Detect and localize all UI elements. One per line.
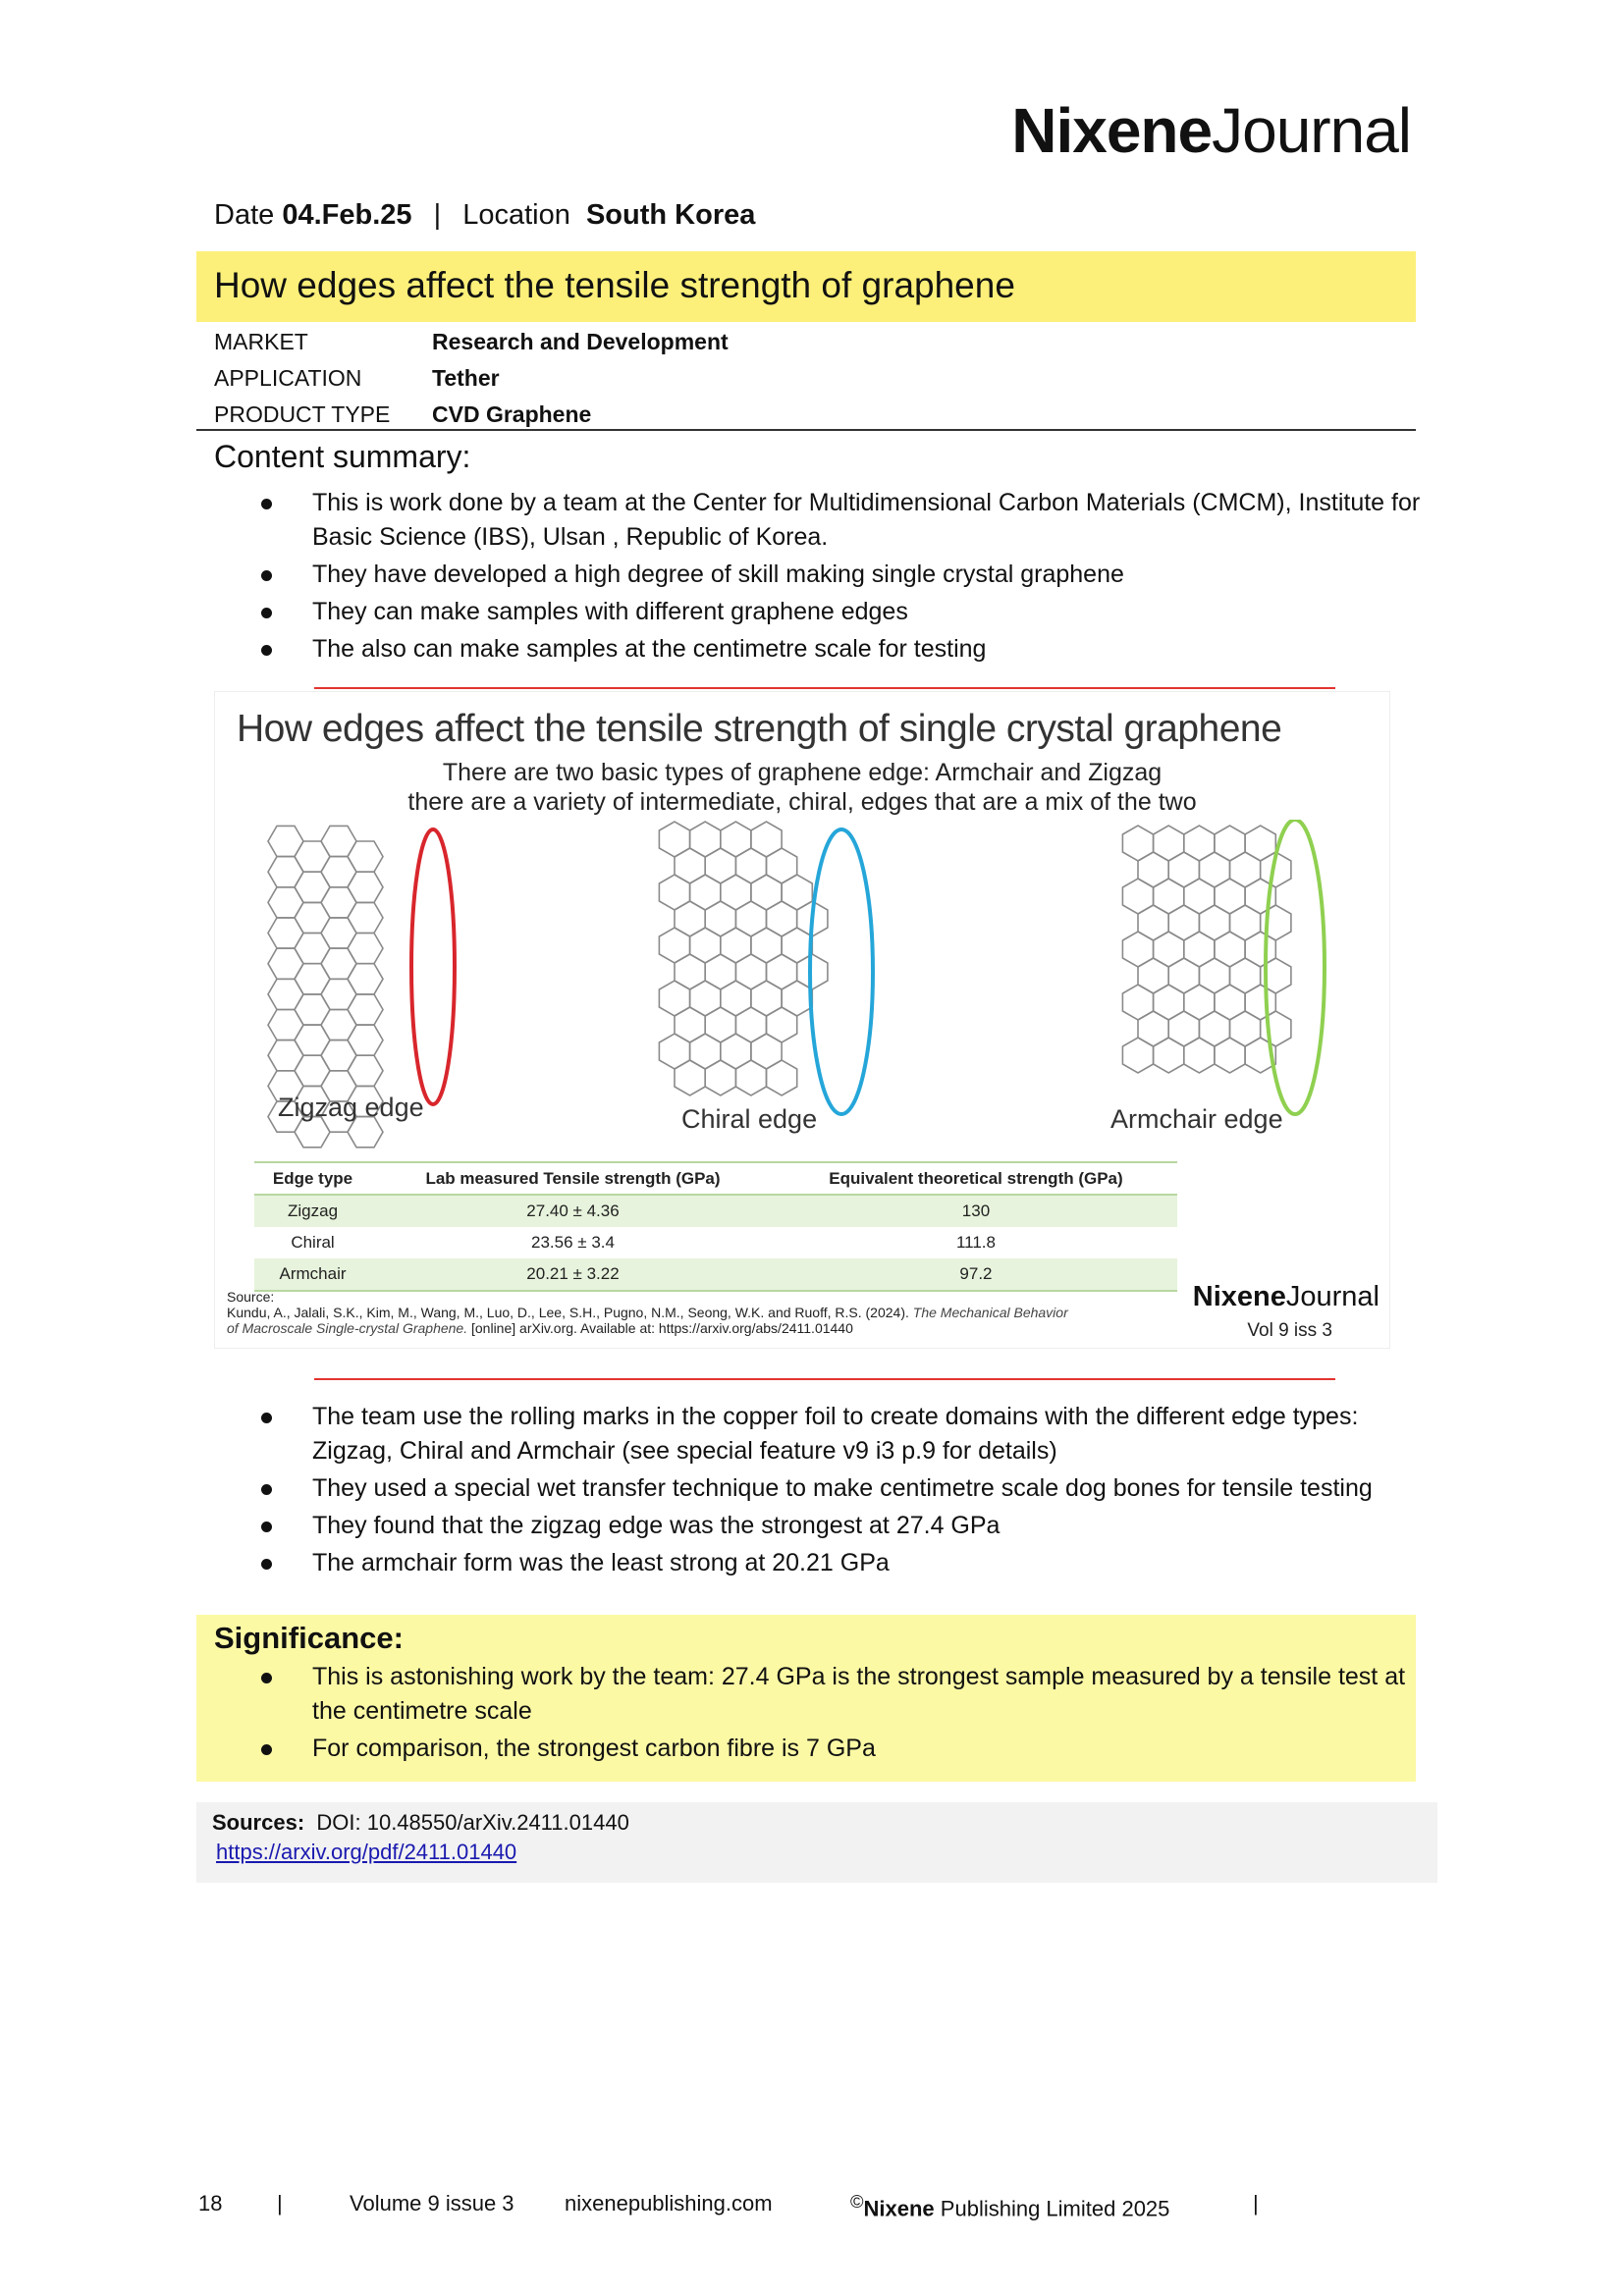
source-title: The Mechanical Behavior of Macroscale Single-crystal Graphene. [227,1305,1068,1336]
meta-value: Tether [432,365,500,391]
zigzag-edge-ellipse [411,829,455,1104]
list-item: They used a special wet transfer technique to make centimetre scale dog bones for tensile testing [214,1471,1422,1506]
dateline-separator: | [433,199,442,231]
list-item: The also can make samples at the centimetre scale for testing [214,632,1422,667]
meta-row [214,397,729,433]
summary-heading: Content summary: [214,439,471,474]
hexagon-cell [675,1060,705,1095]
sources-line [212,1810,629,1836]
table-header-row [254,1162,1177,1195]
table-row [254,1195,1177,1227]
hexagon-cell [1154,1038,1184,1073]
journal-logo [1011,94,1411,167]
sources-label: Sources: [212,1810,305,1835]
sources-doi: DOI: 10.48550/arXiv.2411.01440 [316,1810,629,1835]
copyright-bold: Nixene [863,2196,935,2221]
significance-box [196,1615,1416,1782]
footer-site[interactable]: nixenepublishing.com [565,2191,773,2216]
list-item: They have developed a high degree of skill making single crystal graphene [214,558,1422,592]
summary-list [214,486,1422,669]
page-number: 18 [198,2191,223,2216]
table-cell: Zigzag [254,1195,371,1227]
list-item: They can make samples with different graphene edges [214,595,1422,629]
figure-top-rule [314,687,1335,689]
dateline [214,199,755,232]
list-item: The team use the rolling marks in the copper foil to create domains with the different edge types: Zigzag, Chiral and Armchair (see special feature v9 i3 p.9 for details) [214,1400,1422,1468]
figure-subtitle: there are a variety of intermediate, chiral, edges that are a mix of the two [407,788,1197,816]
details-list [214,1400,1422,1583]
list-item: For comparison, the strongest carbon fibre is 7 GPa [214,1732,1422,1766]
list-item: The armchair form was the least strong at 20.21 GPa [214,1546,1422,1580]
hexagon-cell [1184,1038,1215,1073]
chiral-lattice [659,822,828,1095]
figure-volume: Vol 9 iss 3 [1247,1320,1332,1341]
date-label: Date [214,199,275,231]
meta-divider [196,429,1416,431]
article-title-bar [196,251,1416,322]
logo-light: Journal [1212,95,1411,166]
significance-list [196,1660,1422,1769]
armchair-edge-label: Armchair edge [1110,1104,1283,1134]
list-item: They found that the zigzag edge was the strongest at 27.4 GPa [214,1509,1422,1543]
table-row [254,1258,1177,1291]
zigzag-edge-label: Zigzag edge [278,1093,424,1122]
logo-bold: Nixene [1011,95,1213,166]
significance-heading: Significance: [214,1621,404,1655]
source-label: Source: [227,1289,275,1305]
sources-box [196,1802,1437,1883]
location-value: South Korea [585,199,756,231]
column-header: Edge type [254,1162,371,1195]
date-value: 04.Feb.25 [282,199,412,231]
meta-key: APPLICATION [214,365,362,391]
copyright-symbol: © [850,2191,864,2212]
copyright-text: Publishing Limited 2025 [940,2196,1170,2221]
hexagon-cell [735,1060,766,1095]
figure-logo-bold: Nixene [1192,1281,1286,1312]
column-header: Equivalent theoretical strength (GPa) [775,1162,1177,1195]
graphene-figure [214,691,1390,1349]
article-title: How edges affect the tensile strength of graphene [214,265,1015,305]
footer-separator: | [277,2191,283,2216]
table-cell: 23.56 ± 3.4 [531,1233,615,1252]
hexagon-cell [1215,1038,1245,1073]
meta-row [214,324,729,360]
strength-table [254,1161,1177,1292]
column-header: Lab measured Tensile strength (GPa) [371,1162,775,1195]
chiral-edge-label: Chiral edge [681,1104,818,1134]
source-text: Kundu, A., Jalali, S.K., Kim, M., Wang, M., Luo, D., Lee, S.H., Pugno, N.M., Seong, W.K. and Ruoff, R.S. (2024). [227,1305,909,1320]
list-item: This is astonishing work by the team: 27.4 GPa is the strongest sample measured by a tensile test at the centimetre scale [214,1660,1422,1729]
list-item: This is work done by a team at the Center for Multidimensional Carbon Materials (CMCM), Institute for Basic Science (IBS), Ulsan , Republic of Korea. [214,486,1422,555]
footer-separator: | [1253,2191,1259,2216]
table-cell: 27.40 ± 4.36 [371,1195,775,1227]
meta-value: Research and Development [432,329,729,354]
table-cell: Armchair [254,1258,371,1291]
footer-issue: Volume 9 issue 3 [350,2191,514,2216]
location-label: Location [462,199,570,231]
source-text: [online] arXiv.org. Available at: https://arxiv.org/abs/2411.01440 [471,1320,853,1336]
sources-link[interactable]: https://arxiv.org/pdf/2411.01440 [216,1840,517,1864]
hexagon-cell [705,1060,735,1095]
article-meta [214,324,729,433]
hexagon-cell [767,1060,797,1095]
table-cell: 97.2 [775,1258,1177,1291]
table-cell: 20.21 ± 3.22 [371,1258,775,1291]
hexagon-cell [1122,1038,1153,1073]
figure-logo-light: Journal [1285,1281,1380,1312]
armchair-edge-ellipse [1266,820,1325,1114]
chiral-edge-ellipse [810,829,873,1114]
figure-subtitle: There are two basic types of graphene edge: Armchair and Zigzag [442,759,1163,786]
meta-value: CVD Graphene [432,401,592,427]
figure-bottom-rule [314,1378,1335,1380]
meta-row [214,360,729,397]
table-row [254,1227,1177,1258]
table-cell: Chiral [291,1233,335,1252]
table-cell: 111.8 [955,1233,996,1252]
figure-source [227,1289,1071,1336]
table-cell: 130 [775,1195,1177,1227]
footer-copyright [850,2191,1169,2221]
meta-key: PRODUCT TYPE [214,401,391,427]
meta-key: MARKET [214,329,308,354]
figure-title: How edges affect the tensile strength of single crystal graphene [237,708,1282,750]
figure-logo [1193,1281,1380,1313]
